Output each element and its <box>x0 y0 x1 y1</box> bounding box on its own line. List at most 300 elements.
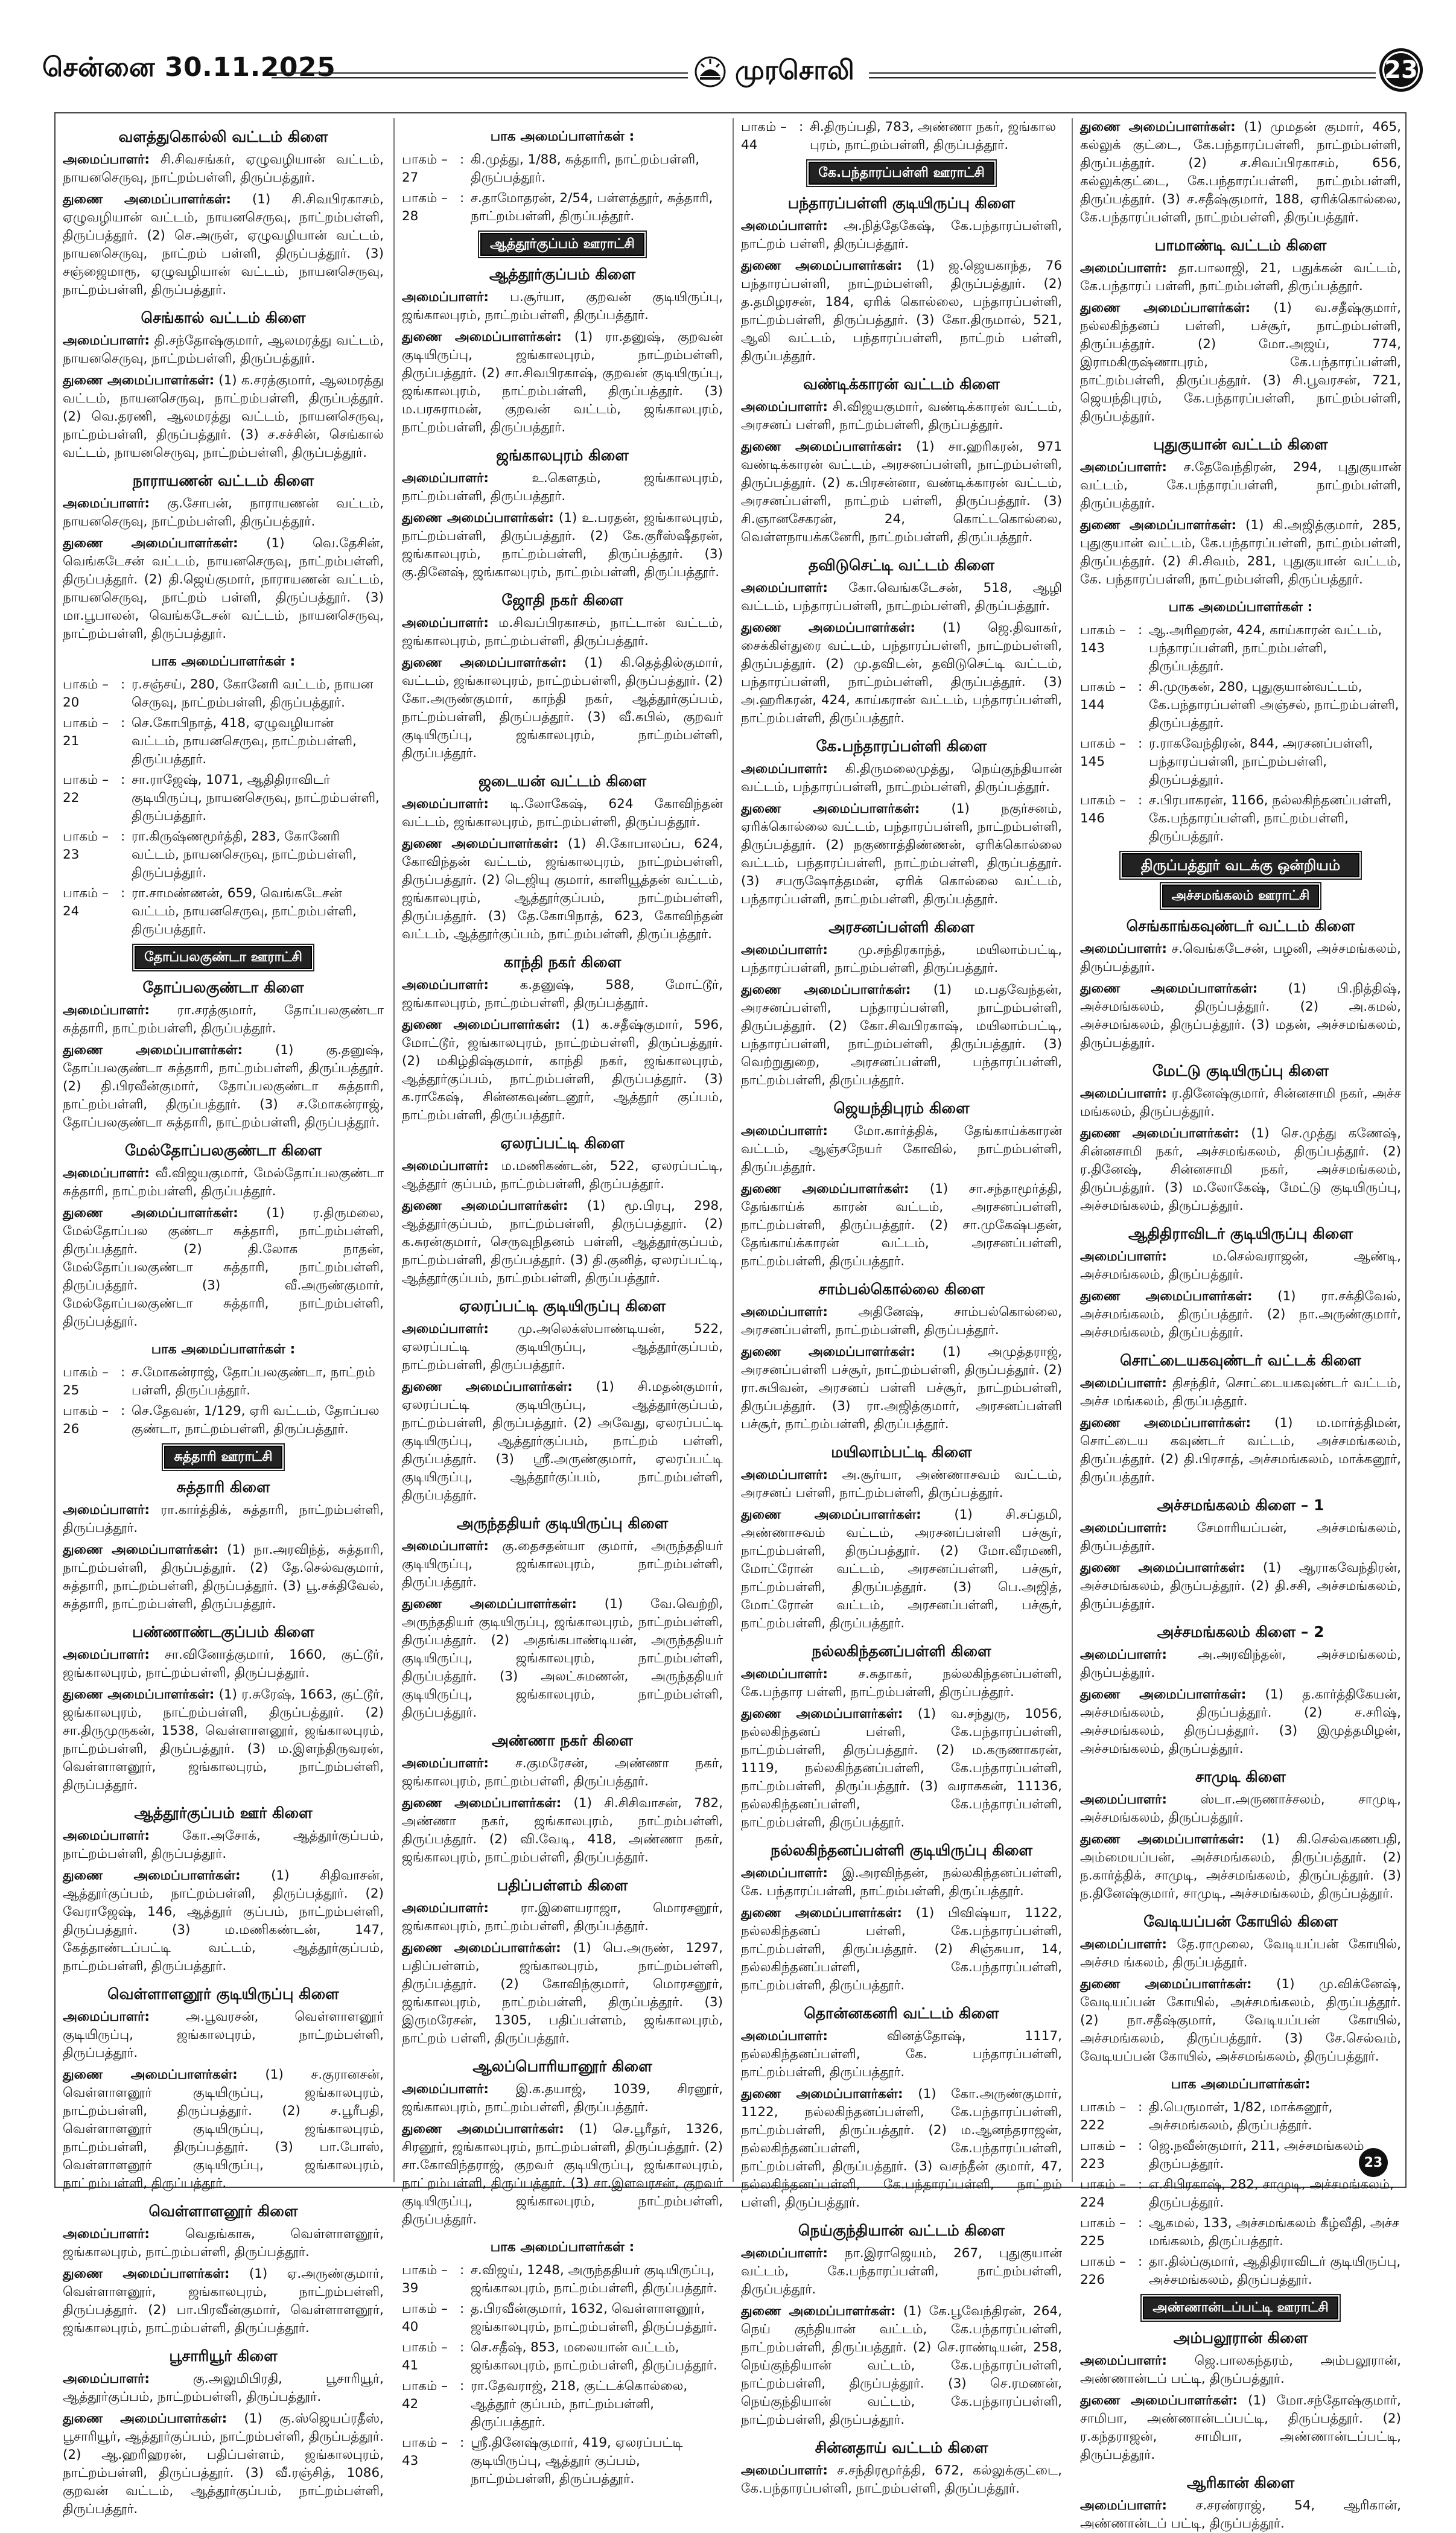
organizer-text: (1) கி.அஜித்குமார், 285, புதுகுயான் வட்டம், கே.பந்தாரப்பள்ளி, நாட்றம்பள்ளி, திருப்பத்தூர். (2) சி.சிவம், 281, புதுகுயான் வட்டம், கே. பந்தாரப்பள்ளி, நாட்றம்பள்ளி, திருப்பத்தூர். <box>1080 518 1401 587</box>
branch-heading: செங்காங்கவுண்டர் வட்டம் கிளை <box>1126 917 1355 935</box>
organizer-entry <box>741 2085 1062 2212</box>
organizer-text: (1) நகுர்சனம், ஏரிக்கொல்லை வட்டம், பந்தாரப்பள்ளி, நாட்றம்பள்ளி, திருப்பத்தூர். (2) நகுணாத்திண்ணன், ஏரிக்கொல்லை வட்டம், பந்தாரப்பள்ளி, நாட்றம்பள்ளி, திருப்பத்தூர். (3) சபருஷோத்தமன், ஏரிக் கொல்லை வட்டம், பந்தாரப்பள்ளி, நாட்றம்பள்ளி, திருப்பத்தூர். <box>741 801 1062 907</box>
booth-separator: : <box>460 152 465 167</box>
organizer-entry <box>402 2080 723 2117</box>
branch-heading: நல்லகிந்தனப்பள்ளி குடியிருப்பு கிளை <box>770 1842 1033 1859</box>
organizer-entry <box>402 1939 723 2048</box>
organizer-text: (1) ரா.சக்திவேல், அச்சமங்கலம், திருப்பத்தூர். (2) நா.அருண்குமார், அச்சமங்கலம், திருப்பத்தூர். <box>1080 1289 1401 1340</box>
masthead <box>36 51 1420 97</box>
organizer-text: வீ.விஜயகுமார், மேல்தோப்பலகுண்டா சுத்தாரி, நாட்றம்பள்ளி, திருப்பத்தூர். <box>63 1166 384 1199</box>
branch-heading: வெள்ளாளனூர் கிளை <box>148 2202 298 2220</box>
booth-entry <box>63 885 384 939</box>
branch-heading: ஜோதி நகர் கிளை <box>501 591 623 609</box>
paper-name-block <box>694 51 863 93</box>
organizer-text: (1) ரா.தனுஷ், குறவன் குடியிருப்பு, ஜங்காலபுரம், நாட்றம்பள்ளி, திருப்பத்தூர். (2) சா.சிவபிரகாஷ், குறவன் குடியிருப்பு, ஜங்காலபுரம், நாட்றம்பள்ளி, திருப்பத்தூர். (3) ம.பரசுராமன், குறவன் வட்டம், ஜங்காலபுரம், நாட்றம்பள்ளி, திருப்பத்தூர். <box>402 329 723 435</box>
organizer-entry <box>63 2066 384 2193</box>
organizer-text: (1) மூ.பிரபு, 298, ஆத்தூர்குப்பம், நாட்றம்பள்ளி, திருப்பத்தூர். (2) க.சுரன்குமார், செருவுநிதனம் பள்ளி, ஆத்தூர்குப்பம், நாட்றம்பள்ளி, திருப்பத்தூர். (3) தி.குனித், ஏலரப்பட்டி, ஆத்தூர்குப்பம், நாட்றம்பள்ளி, திருப்பத்தூர். <box>402 1198 723 1286</box>
role-label: துணை அமைப்பாளர்கள்: <box>63 2266 230 2281</box>
organizer-entry <box>402 1755 723 1791</box>
organizer-entry <box>1080 1791 1401 1827</box>
organizer-entry <box>1080 516 1401 589</box>
branch-heading: வளத்துகொல்லி வட்டம் கிளை <box>118 128 328 145</box>
role-label: அமைப்பாளர்: <box>741 761 828 777</box>
booth-entry <box>63 1402 384 1438</box>
booth-organizer: எ.சிபிரகாஷ், 282, சாமுடி, அச்சமங்கலம், திருப்பத்தூர். <box>1149 2177 1394 2210</box>
role-label: துணை அமைப்பாளர்கள்: <box>741 982 911 997</box>
booth-entry <box>63 828 384 882</box>
page-number-badge <box>1379 48 1423 92</box>
organizer-text: (1) ஆராகவேந்திரன், அச்சமங்கலம், திருப்பத்தூர். (2) தி.சசி, அச்சமங்கலம், திருப்பத்தூர். <box>1080 1560 1401 1612</box>
booth-number: பாகம் – 40 <box>402 2301 448 2334</box>
organizer-text: தி.சந்தோஷ்குமார், ஆலமரத்து வட்டம், நாயனசெருவு, நாட்றம்பள்ளி, திருப்பத்தூர். <box>63 333 384 366</box>
role-label: துணை அமைப்பாளர்கள்: <box>63 1687 215 1702</box>
organizer-entry <box>63 2265 384 2338</box>
organizer-text: ம.சிவப்பிரகாசம், நாட்டான் வட்டம், ஜங்காலபுரம், நாட்றம்பள்ளி, திருப்பத்தூர். <box>402 615 723 649</box>
organizer-entry <box>402 976 723 1012</box>
booth-organizers-heading: பாக அமைப்பாளர்கள் : <box>151 1342 296 1357</box>
organizer-text: ர.தினேஷ்குமார், சின்னசாமி நகர், அச்ச மங்கலம், திருப்பத்தூர். <box>1080 1086 1401 1119</box>
organizer-entry <box>402 328 723 437</box>
role-label: அமைப்பாளர்: <box>741 2463 828 2478</box>
organizer-entry <box>1080 940 1401 976</box>
booth-organizer: ச.பிரபாகரன், 1166, நல்லகிந்தனப்பள்ளி, கே.பந்தாரப்பள்ளி, நாட்றம்பள்ளி, திருப்பத்தூர். <box>1149 793 1392 844</box>
booth-separator: : <box>460 2263 465 2278</box>
role-label: துணை அமைப்பாளர்கள்: <box>63 192 231 207</box>
role-label: அமைப்பாளர்: <box>402 471 489 486</box>
branch-heading: வெள்ளாளனூர் குடியிருப்பு கிளை <box>107 1985 339 2003</box>
panchayat-banner: சுத்தாரி ஊராட்சி <box>164 1446 282 1469</box>
masthead-rule-left <box>272 72 688 78</box>
booth-organizer: செ.தேவன், 1/129, ஏரி வட்டம், தோப்பல குண்டா, நாட்றம்பள்ளி, திருப்பத்தூர். <box>132 1403 380 1437</box>
branch-heading: நல்லகிந்தனப்பள்ளி கிளை <box>812 1642 991 1660</box>
role-label: அமைப்பாளர்: <box>63 1647 150 1662</box>
organizer-entry <box>741 1506 1062 1633</box>
role-label: துணை அமைப்பாளர்கள்: <box>1080 1126 1239 1141</box>
booth-separator: : <box>799 119 804 135</box>
booth-organizer: ர.சஞ்சய், 280, கோனேரி வட்டம், நாயன செருவு, நாட்றம்பள்ளி, திருப்பத்தூர். <box>132 677 374 710</box>
organizer-entry <box>63 495 384 531</box>
role-label: அமைப்பாளர்: <box>741 942 828 958</box>
branch-heading: ஆத்தூர்குப்பம் ஊர் கிளை <box>134 1804 313 1822</box>
branch-heading: ஏலரப்பட்டி கிளை <box>500 1134 625 1152</box>
branch-heading: சின்னதாய் வட்டம் கிளை <box>815 2439 988 2456</box>
role-label: துணை அமைப்பாளர்கள்: <box>741 439 903 454</box>
booth-entry <box>1080 2099 1401 2135</box>
branch-heading: ஏலரப்பட்டி குடியிருப்பு கிளை <box>459 1297 666 1315</box>
organizer-text: ச.சந்திரமூர்த்தி, 672, கல்லுக்குட்டை, கே.பந்தாரப்பள்ளி, நாட்றம்பள்ளி, திருப்பத்தூர். <box>741 2463 1062 2496</box>
organizer-entry <box>741 398 1062 434</box>
booth-entry <box>1080 792 1401 846</box>
role-label: துணை அமைப்பாளர்கள்: <box>402 836 559 851</box>
organizer-text: (1) கோ.அருண்குமார், 1122, நல்லகிந்தனப்பள்ளி, கே.பந்தாரப்பள்ளி, நாட்றம்பள்ளி, திருப்பத்தூர். (2) ம.ஆனந்தராஜன், நல்லகிந்தனப்பள்ளி, கே.பந்தாரப்பள்ளி, நாட்றம்பள்ளி, திருப்பத்தூர். (3) வசந்தீன் குமார், 47, நல்லகிந்தனப்பள்ளி, கே.பந்தாரப்பள்ளி, நாட்றம் பள்ளி, திருப்பத்தூர். <box>741 2086 1062 2210</box>
role-label: துணை அமைப்பாளர்கள்: <box>63 2067 238 2082</box>
booth-separator: : <box>121 829 126 844</box>
booth-organizers-heading: பாக அமைப்பாளர்கள் : <box>490 129 635 144</box>
role-label: அமைப்பாளர்: <box>1080 1249 1168 1264</box>
booth-separator: : <box>121 716 126 731</box>
role-label: அமைப்பாளர்: <box>63 1828 150 1843</box>
organizer-entry <box>63 2410 384 2519</box>
organizer-entry <box>741 2027 1062 2082</box>
booth-organizer: ச.மோகன்ராஜ், தோப்பலகுண்டா, நாட்றம் பள்ளி, திருப்பத்தூர். <box>132 1365 375 1398</box>
rising-sun-logo-icon <box>694 56 726 88</box>
organizer-text: ச.தேவேந்திரன், 294, புதுகுயான் வட்டம், கே.பந்தாரப்பள்ளி, நாட்றம்பள்ளி, திருப்பத்தூர். <box>1080 460 1401 511</box>
role-label: அமைப்பாளர்: <box>1080 460 1168 475</box>
role-label: துணை அமைப்பாளர்கள்: <box>402 329 562 345</box>
column-4 <box>1080 118 1401 2531</box>
role-label: துணை அமைப்பாளர்கள்: <box>63 536 238 551</box>
organizer-entry <box>402 1595 723 1722</box>
organizer-entry <box>1080 2352 1401 2388</box>
booth-organizers-heading: பாக அமைப்பாளர்கள் : <box>490 2240 635 2255</box>
booth-number: பாகம் – 21 <box>63 716 109 749</box>
branch-heading: ஆரிகான் கிளை <box>1186 2474 1295 2491</box>
role-label: துணை அமைப்பாளர்கள்: <box>1080 119 1236 135</box>
organizer-entry <box>741 1180 1062 1271</box>
column-2 <box>402 118 723 2487</box>
role-label: துணை அமைப்பாளர்கள்: <box>1080 1289 1253 1304</box>
branch-heading: பதிப்பள்ளம் கிளை <box>497 1877 628 1894</box>
organizer-text: ம.மணிகண்டன், 522, ஏலரப்பட்டி, ஆத்தூர் குப்பம், நாட்றம்பள்ளி, திருப்பத்தூர். <box>402 1158 723 1192</box>
organizer-entry <box>63 2370 384 2406</box>
organizer-entry <box>1080 1559 1401 1613</box>
booth-organizers-heading: பாக அமைப்பாளர்கள் : <box>1168 600 1313 615</box>
role-label: துணை அமைப்பாளர்கள்: <box>402 2121 564 2137</box>
organizer-entry <box>63 1002 384 1038</box>
organizer-text: (1) பி.நித்திஷ், அச்சமங்கலம், திருப்பத்தூர். (2) அ.கமல், அச்சமங்கலம், திருப்பத்தூர். (3) மதன், அச்சமங்கலம், திருப்பத்தூர். <box>1080 981 1401 1050</box>
organizer-entry <box>402 654 723 763</box>
booth-number: பாகம் – 44 <box>741 119 787 153</box>
organizer-text: அ.அரவிந்தன், அச்சமங்கலம், திருப்பத்தூர். <box>1080 1647 1401 1680</box>
role-label: அமைப்பாளர்: <box>1080 1647 1168 1662</box>
organizer-entry <box>741 2303 1062 2429</box>
booth-number: பாகம் – 146 <box>1080 793 1126 826</box>
organizer-text: (1) பெ.அருண், 1297, பதிப்பள்ளம், ஜங்காலபுரம், நாட்றம்பள்ளி, திருப்பத்தூர். (2) கோவிந்குமார், மொரசனூர், ஜங்காலபுரம், நாட்றம்பள்ளி, திருப்பத்தூர். (3) இருமரேசன், 1305, பதிப்பள்ளம், ஜங்காலபுரம், நாட்றம் பள்ளி, திருப்பத்தூர். <box>402 1940 723 2046</box>
organizer-entry <box>1080 118 1401 227</box>
role-label: துணை அமைப்பாளர்கள்: <box>402 1379 573 1394</box>
column-3 <box>741 118 1062 2496</box>
organizer-entry <box>63 1041 384 1132</box>
organizer-text: (1) சி.மதன்குமார், ஏலரப்பட்டி குடியிருப்பு, ஆத்தூர்குப்பம், நாட்றம்பள்ளி, திருப்பத்தூர். (2) அவேது, ஏலரப்பட்டி குடியிருப்பு, ஆத்தூர்குப்பம், நாட்றம் பள்ளி, திருப்பத்தூர். (3) ஸ்ரீ.அருண்குமார், ஏலரப்பட்டி குடியிருப்பு, ஆத்தூர்குப்பம், நாட்றம்பள்ளி, திருப்பத்தூர். <box>402 1379 723 1503</box>
role-label: அமைப்பாளர்: <box>1080 1792 1168 1807</box>
organizer-text: ச.சுதாகர், நல்லகிந்தனப்பள்ளி, கே.பந்தார பள்ளி, நாட்றம்பள்ளி, திருப்பத்தூர். <box>741 1667 1062 1700</box>
role-label: அமைப்பாளர்: <box>1080 1521 1168 1536</box>
organizer-entry <box>402 469 723 506</box>
booth-organizer: ரா.தேவராஜ், 218, குட்டக்கொல்லை, ஆத்தூர் குப்பம், நாட்றம்பள்ளி, திருப்பத்தூர். <box>471 2379 688 2430</box>
organizer-text: (1) முமதன் குமார், 465, கல்லுக் குட்டை, கே.பந்தாரப்பள்ளி, நாட்றம்பள்ளி, திருப்பத்தூர். (2) ச.சிவப்பிரகாசம், 656, கல்லுக்குட்டை, கே.பந்தாரப்பள்ளி, நாட்றம்பள்ளி, திருப்பத்தூர். (3) ச.சதீஷ்குமார், 188, ஏரிக்கொல்லை, கே.பந்தாரப்பள்ளி, நாட்றம்பள்ளி, திருப்பத்தூர். <box>1080 119 1401 225</box>
organizer-entry <box>741 760 1062 796</box>
role-label: அமைப்பாளர்: <box>1080 2353 1168 2368</box>
city-date: சென்னை 30.11.2025 <box>42 52 336 83</box>
role-label: துணை அமைப்பாளர்கள்: <box>741 2304 896 2319</box>
booth-entry <box>63 771 384 825</box>
booth-number: பாகம் – 27 <box>402 152 448 185</box>
organizer-entry <box>63 2008 384 2062</box>
role-label: அமைப்பாளர்: <box>402 1158 489 1174</box>
organizer-text: கோ.அசோக், ஆத்தூர்குப்பம், நாட்றம்பள்ளி, திருப்பத்தூர். <box>63 1828 384 1861</box>
branch-heading: நாராயணன் வட்டம் கிளை <box>132 472 314 489</box>
panchayat-banner: ஆத்தூர்குப்பம் ஊராட்சி <box>480 233 644 256</box>
booth-number: பாகம் – 23 <box>63 829 109 862</box>
role-label: துணை அமைப்பாளர்கள்: <box>741 2086 903 2102</box>
booth-organizer: சி.முருகன், 280, புதுகுயான்வட்டம், கே.பந்தாரப்பள்ளி அஞ்சல், நாட்றம்பள்ளி, திருப்பத்தூர். <box>1149 679 1399 731</box>
role-label: அமைப்பாளர்: <box>741 1305 828 1320</box>
union-banner: திருப்பத்தூர் வடக்கு ஒன்றியம் <box>1122 853 1359 877</box>
organizer-text: ரா.கார்த்திக், சுத்தாரி, நாட்றம்பள்ளி, திருப்பத்தூர். <box>63 1502 384 1536</box>
organizer-text: நா.இராஜெயம், 267, புதுகுயான் வட்டம், கே.பந்தாரப்பள்ளி, நாட்றம்பள்ளி, திருப்பத்தூர். <box>741 2246 1062 2297</box>
organizer-text: மு.அலெக்ஸ்பாண்டியன், 522, ஏலரப்பட்டி குடியிருப்பு, ஆத்தூர்குப்பம், நாட்றம்பள்ளி, திருப்பத்தூர். <box>402 1321 723 1373</box>
booth-organizer: ஜெ.நவீன்குமார், 211, அச்சமங்கலம் திருப்பத்தூர். <box>1149 2138 1364 2172</box>
organizer-text: திசந்திர், சொட்டையகவுண்டர் வட்டம், அச்ச மங்கலம், திருப்பத்தூர். <box>1080 1376 1401 1409</box>
organizer-entry <box>63 1165 384 1201</box>
organizer-entry <box>63 1541 384 1613</box>
booth-entry <box>1080 2176 1401 2212</box>
organizer-entry <box>1080 1646 1401 1682</box>
organizer-text: அ.சூர்யா, அண்ணாசவம் வட்டம், அரசனப் பள்ளி, நாட்றம்பள்ளி, திருப்பத்தூர். <box>741 1467 1062 1501</box>
organizer-entry <box>741 438 1062 547</box>
role-label: அமைப்பாளர்: <box>402 1539 489 1554</box>
organizer-entry <box>63 1501 384 1537</box>
organizer-entry <box>741 2245 1062 2299</box>
organizer-entry <box>1080 1831 1401 1903</box>
booth-separator: : <box>121 772 126 787</box>
booth-separator: : <box>121 677 126 692</box>
organizer-text: (1) கே.பூவேந்திரன், 264, நெய் குந்தியான் வட்டம், கே.பந்தாரப்பள்ளி, நாட்றம்பள்ளி, திருப்பத்தூர். (2) செ.ராண்டியன், 258, நெய்குந்தியான் வட்டம், கே.பந்தாரப்பள்ளி, நாட்றம்பள்ளி, திருப்பத்தூர். (3) செ.ரமணன், நெய்குந்தியான் வட்டம், கே.பந்தாரப்பள்ளி, நாட்றம்பள்ளி, திருப்பத்தூர். <box>741 2304 1062 2427</box>
organizer-text: வெதங்காசு, வெள்ளாளனூர், ஜங்காலபுரம், நாட்றம்பள்ளி, திருப்பத்தூர். <box>63 2226 384 2260</box>
role-label: அமைப்பாளர்: <box>402 1321 489 1336</box>
organizer-entry <box>402 1537 723 1592</box>
organizer-entry <box>741 1904 1062 1995</box>
booth-number: பாகம் – 39 <box>402 2263 448 2296</box>
role-label: துணை அமைப்பாளர்கள்: <box>63 1542 219 1557</box>
booth-organizer: சி.திருப்பதி, 783, அண்ணா நகர், ஜங்கால புரம், நாட்றம்பள்ளி, திருப்பத்தூர். <box>810 119 1056 153</box>
organizer-entry <box>1080 1375 1401 1411</box>
booth-organizer: ஆகமல், 133, அச்சமங்கலம் கீழ்வீதி, அச்ச மங்கலம், திருப்பத்தூர். <box>1149 2216 1399 2249</box>
role-label: துணை அமைப்பாளர்கள்: <box>402 510 555 526</box>
booth-separator: : <box>460 2435 465 2450</box>
booth-number: பாகம் – 43 <box>402 2435 448 2468</box>
branch-heading: செங்கால் வட்டம் கிளை <box>141 309 306 326</box>
role-label: அமைப்பாளர்: <box>402 615 489 631</box>
booth-entry <box>63 676 384 712</box>
organizer-entry <box>63 535 384 643</box>
role-label: துணை அமைப்பாளர்கள்: <box>63 1043 243 1058</box>
role-label: துணை அமைப்பாளர்கள்: <box>63 1868 241 1883</box>
role-label: துணை அமைப்பாளர்கள்: <box>402 655 567 670</box>
role-label: அமைப்பாளர்: <box>63 2371 150 2386</box>
role-label: துணை அமைப்பாளர்கள்: <box>741 1507 921 1522</box>
booth-organizer: ர.ராகவேந்திரன், 844, அரசனப்பள்ளி, பந்தாரப்பள்ளி, நாட்றம்பள்ளி, திருப்பத்தூர். <box>1149 736 1373 787</box>
organizer-entry <box>1080 1414 1401 1487</box>
organizer-entry <box>1080 1975 1401 2066</box>
role-label: அமைப்பாளர்: <box>1080 261 1168 276</box>
organizer-entry <box>741 1705 1062 1832</box>
role-label: துணை அமைப்பாளர்கள்: <box>402 1198 568 1213</box>
branch-heading: தவிடுசெட்டி வட்டம் கிளை <box>808 556 995 574</box>
branch-heading: பந்தாரப்பள்ளி குடியிருப்பு கிளை <box>787 194 1016 212</box>
organizer-text: (1) வ.சதீஷ்குமார், நல்லகிந்தனப் பள்ளி, பச்சூர், நாட்றம்பள்ளி, திருப்பத்தூர். (2) மோ.அஜய், 774, இராமகிருஷ்ணாபுரம், கே.பந்தாரப்பள்ளி, நாட்றம்பள்ளி, திருப்பத்தூர். (3) சி.பூவரசன், 721, ஜெயந்திபுரம், கே.பந்தாரப்பள்ளி, நாட்றம்பள்ளி, திருப்பத்தூர். <box>1080 300 1401 424</box>
branch-heading: பாமாண்டி வட்டம் கிளை <box>1154 237 1327 254</box>
organizer-entry <box>741 981 1062 1090</box>
role-label: அமைப்பாளர்: <box>63 2009 150 2024</box>
organizer-text: ம.செல்வராஜன், ஆண்டி, அச்சமங்கலம், திருப்பத்தூர். <box>1080 1249 1401 1282</box>
organizer-entry <box>741 257 1062 366</box>
organizer-text: கோ.வெங்கடேசன், 518, ஆழி வட்டம், பந்தாரப்பள்ளி, நாட்றம்பள்ளி, திருப்பத்தூர். <box>741 580 1062 614</box>
branch-heading: பண்ணாண்டகுப்பம் கிளை <box>132 1623 314 1641</box>
branch-heading: வேடியப்பன் கோயில் கிளை <box>1143 1913 1338 1930</box>
organizer-text: அதினேஷ், சாம்பல்கொல்லை, அரசனப்பள்ளி, நாட்றம்பள்ளி, திருப்பத்தூர். <box>741 1305 1062 1338</box>
column-divider <box>393 118 395 2182</box>
booth-organizer: சா.ராஜேஷ், 1071, ஆதிதிராவிடர் குடியிருப்பு, நாயனசெருவு, நாட்றம்பள்ளி, திருப்பத்தூர். <box>132 772 380 824</box>
organizer-entry <box>1080 459 1401 513</box>
branch-heading: சொட்டையகவுண்டர் வட்டக் கிளை <box>1120 1352 1361 1369</box>
organizer-entry <box>741 1864 1062 1901</box>
booth-entry <box>1080 2253 1401 2289</box>
organizer-text: ச.குமரேசன், அண்ணா நகர், ஜங்காலபுரம், நாட்றம்பள்ளி, திருப்பத்தூர். <box>402 1756 723 1789</box>
branch-heading: ஜெயந்திபுரம் கிளை <box>833 1099 970 1117</box>
booth-entry <box>63 1364 384 1400</box>
organizer-entry <box>741 579 1062 615</box>
role-label: அமைப்பாளர்: <box>63 2226 150 2242</box>
organizer-text: (1) கு.ஸ்ஜெயப்ரதீஸ், பூசாரியூர், ஆத்தூர்குப்பம், நாட்றம்பள்ளி, திருப்பத்தூர். (2) ஆ.ஹரிஹரன், பதிப்பள்ளம், ஜங்காலபுரம், நாட்றம்பள்ளி, திருப்பத்தூர். (3) வீ.ரஞ்சித், 1086, குறவன் வட்டம், ஆத்தூர்குப்பம், நாட்றம்பள்ளி, திருப்பத்தூர். <box>63 2411 384 2517</box>
organizer-text: உ.கௌதம், ஜங்காலபுரம், நாட்றம்பள்ளி, திருப்பத்தூர். <box>402 471 723 504</box>
booth-organizer: ச.தாமோதரன், 2/54, பள்ளத்தூர், சுத்தாரி, நாட்றம்பள்ளி, திருப்பத்தூர். <box>471 191 713 224</box>
booth-separator: : <box>121 1403 126 1419</box>
booth-entry <box>1080 678 1401 733</box>
organizer-entry <box>741 217 1062 253</box>
role-label: அமைப்பாளர்: <box>402 2082 489 2097</box>
booth-separator: : <box>1138 2254 1143 2269</box>
role-label: துணை அமைப்பாளர்கள்: <box>1080 1416 1251 1431</box>
organizer-text: (1) சி.சிவபிரகாசம், ஏழுவழியான் வட்டம், நாயனசெருவு, நாட்றம்பள்ளி, திருப்பத்தூர். (2) செ.அருள், ஏழுவழியான் வட்டம், நாயனசெருவு, நாட்றம் பள்ளி, திருப்பத்தூர். (3) சஞ்ஜைமாரூ, ஏழுவழியான் வட்டம், நாயனசெருவு, நாட்றம்பள்ளி, திருப்பத்தூர். <box>63 192 384 297</box>
booth-entry <box>63 714 384 769</box>
branch-heading: அண்ணா நகர் கிளை <box>492 1732 633 1749</box>
organizer-entry <box>741 1122 1062 1177</box>
organizer-text: (1) சி.சிசிவாசன், 782, அண்ணா நகர், ஜங்காலபுரம், நாட்றம்பள்ளி, திருப்பத்தூர். (2) வி.வேடி, 418, அண்ணா நகர், ஜங்காலபுரம், நாட்றம்பள்ளி, திருப்பத்தூர். <box>402 1796 723 1865</box>
branch-heading: அரசனப்பள்ளி கிளை <box>828 918 974 936</box>
role-label: துணை அமைப்பாளர்கள்: <box>402 1796 562 1811</box>
organizer-entry <box>63 191 384 299</box>
role-label: அமைப்பாளர்: <box>741 1866 828 1881</box>
role-label: அமைப்பாளர்: <box>402 796 489 812</box>
organizer-text: (1) ர.சுரேஷ், 1663, குட்டூர், ஜங்காலபுரம், நாட்றம்பள்ளி, திருப்பத்தூர். (2) சா.திருமுருகன், 1538, வெள்ளாளனூர், ஜங்காலபுரம், நாட்றம்பள்ளி, திருப்பத்தூர். (3) ம.இளந்திருவரன், வெள்ளாளனூர், ஜங்காலபுரம், நாட்றம்பள்ளி, திருப்பத்தூர். <box>63 1687 384 1793</box>
organizer-text: (1) மோ.சந்தோஷ்குமார், சாமிபா, அண்ணான்டப்பட்டி, திருப்பத்தூர். (2) ர.கந்தராஜன், சாமிபா, அண்ணான்டப்பட்டி, திருப்பத்தூர். <box>1080 2393 1401 2462</box>
role-label: துணை அமைப்பாளர்கள்: <box>63 373 215 388</box>
role-label: துணை அமைப்பாளர்கள்: <box>1080 1832 1245 1847</box>
booth-separator: : <box>1138 2216 1143 2231</box>
role-label: அமைப்பாளர்: <box>1080 1086 1168 1101</box>
role-label: அமைப்பாளர்: <box>402 977 489 993</box>
booth-entry <box>402 189 723 226</box>
booth-separator: : <box>460 2379 465 2394</box>
role-label: துணை அமைப்பாளர்கள்: <box>1080 518 1237 533</box>
organizer-entry <box>1080 1686 1401 1758</box>
role-label: அமைப்பாளர்: <box>741 2029 828 2044</box>
organizer-text: அ.பூவரசன், வெள்ளாளனூர் குடியிருப்பு, ஜங்காலபுரம், நாட்றம்பள்ளி, திருப்பத்தூர். <box>63 2009 384 2061</box>
booth-entry <box>402 2261 723 2298</box>
role-label: அமைப்பாளர்: <box>741 1467 828 1483</box>
booth-number: பாகம் – 20 <box>63 677 109 710</box>
role-label: துணை அமைப்பாளர்கள்: <box>402 1597 577 1612</box>
organizer-entry <box>402 614 723 650</box>
booth-organizer: ரா.சாமண்ணன், 659, வெங்கடேசன் வட்டம், நாயனசெருவு, நாட்றம்பள்ளி, திருப்பத்தூர். <box>132 886 357 937</box>
organizer-entry <box>63 1646 384 1682</box>
branch-heading: அம்பலூரான் கிளை <box>1173 2329 1308 2347</box>
column-1 <box>63 118 384 2517</box>
booth-separator: : <box>121 1365 126 1380</box>
booth-organizer: ஆ.அரிஹரன், 424, காய்காரன் வட்டம், பந்தாரப்பள்ளி, நாட்றம்பள்ளி, திருப்பத்தூர். <box>1149 623 1382 674</box>
booth-entry <box>741 118 1062 154</box>
organizer-text: க.தனுஷ், 588, மோட்டூர், ஜங்காலபுரம், நாட்றம்பள்ளி, திருப்பத்தூர். <box>402 977 723 1011</box>
organizer-text: (1) கி.தெத்தில்குமார், வட்டம், ஜங்காலபுரம், நாட்றம்பள்ளி, திருப்பத்தூர். (2) கோ.அருண்குமார், காந்தி நகர், ஆத்தூர்குப்பம், நாட்றம்பள்ளி, திருப்பத்தூர். (3) வீ.கபில், குறவர் குடியிருப்பு, ஜங்காலபுரம், நாட்றம்பள்ளி, திருப்பத்தூர். <box>402 655 723 761</box>
role-label: துணை அமைப்பாளர்கள்: <box>741 801 920 816</box>
organizer-entry <box>741 619 1062 728</box>
booth-entry <box>402 2300 723 2336</box>
panchayat-banner: அச்சமங்கலம் ஊராட்சி <box>1162 885 1320 907</box>
branch-heading: சாமுடி கிளை <box>1195 1768 1286 1785</box>
role-label: அமைப்பாளர்: <box>63 1003 150 1018</box>
booth-separator: : <box>1138 793 1143 808</box>
organizer-entry <box>402 1320 723 1375</box>
branch-heading: நெய்குந்தியான் வட்டம் கிளை <box>798 2222 1005 2239</box>
organizer-entry <box>402 1157 723 1193</box>
booth-entry <box>402 2434 723 2488</box>
role-label: துணை அமைப்பாளர்கள்: <box>1080 1687 1247 1702</box>
organizer-text: இ.க.தயாஜ், 1039, சிரனூர், ஜங்காலபுரம், நாட்றம்பள்ளி, திருப்பத்தூர். <box>402 2082 723 2115</box>
organizer-text: தா.பாலாஜி, 21, பதுக்கன் வட்டம், கே.பந்தாரப் பள்ளி, நாட்றம்பள்ளி, திருப்பத்தூர். <box>1080 261 1401 294</box>
organizer-text: (1) கு.தனுஷ், தோப்பலகுண்டா சுத்தாரி, நாட்றம்பள்ளி, திருப்பத்தூர். (2) தி.பிரவீன்குமார், தோப்பலகுண்டா சுத்தாரி, நாட்றம்பள்ளி, திருப்பத்தூர். (3) ச.மோகன்ராஜ், தோப்பலகுண்டா சுத்தாரி, நாட்றம்பள்ளி, திருப்பத்தூர். <box>63 1043 384 1130</box>
organizer-text: (1) ம.மார்த்திமன், சொட்டைய கவுண்டர் வட்டம், அச்சமங்கலம், திருப்பத்தூர். (2) தி.பிரசாத், அச்சமங்கலம், மாக்கனூர், திருப்பத்தூர். <box>1080 1416 1401 1485</box>
organizer-text: (1) கி.செல்வகணபதி, அம்மையப்பன், அச்சமங்கலம், திருப்பத்தூர். (2) ந.கார்த்திக், சாமுடி, அச்சமங்கலம், திருப்பத்தூர். (3) ந.தினேஷ்குமார், சாமுடி, அச்சமங்கலம், திருப்பத்தூர். <box>1080 1832 1401 1901</box>
role-label: அமைப்பாளர்: <box>402 1756 489 1771</box>
branch-heading: பூசாரியூர் கிளை <box>169 2347 278 2365</box>
booth-organizer: தா.தில்ப்குமார், ஆதிதிராவிடர் குடியிருப்பு, அச்சமங்கலம், திருப்பத்தூர். <box>1149 2254 1401 2287</box>
organizer-text: (1) பிவிஷ்யா, 1122, நல்லகிந்தனப் பள்ளி, கே.பந்தாரப்பள்ளி, நாட்றம்பள்ளி, திருப்பத்தூர். (2) சிஞ்சுயா, 14, நல்லகிந்தனப்பள்ளி, கே.பந்தாரப்பள்ளி, நாட்றம்பள்ளி, திருப்பத்தூர். <box>741 1905 1062 1993</box>
organizer-entry <box>741 941 1062 977</box>
organizer-entry <box>1080 299 1401 426</box>
organizer-text: சா.வினோத்குமார், 1660, குட்டூர், ஜங்காலபுரம், நாட்றம்பள்ளி, திருப்பத்தூர். <box>63 1647 384 1680</box>
organizer-entry <box>402 795 723 831</box>
booth-organizer: ரா.கிருஷ்ணமூர்த்தி, 283, கோனேரி வட்டம், நாயனசெருவு, நாட்றம்பள்ளி, திருப்பத்தூர். <box>132 829 357 880</box>
organizer-text: (1) ர.திருமலை, மேல்தோப்பல குண்டா சுத்தாரி, நாட்றம்பள்ளி, திருப்பத்தூர். (2) தி.லோக நாதன், மேல்தோப்பலகுண்டா சுத்தாரி, நாட்றம்பள்ளி, திருப்பத்தூர். (3) வீ.அருண்குமார், மேல்தோப்பலகுண்டா சுத்தாரி, நாட்றம்பள்ளி, திருப்பத்தூர். <box>63 1206 384 1329</box>
role-label: துணை அமைப்பாளர்கள்: <box>741 1181 909 1197</box>
organizer-text: ச.வெங்கடேசன், பழனி, அச்சமங்கலம், திருப்பத்தூர். <box>1080 941 1401 974</box>
booth-number: பாகம் – 223 <box>1080 2138 1126 2172</box>
role-label: அமைப்பாளர்: <box>1080 2498 1168 2513</box>
organizer-entry <box>402 1899 723 1936</box>
branch-heading: கே.பந்தாரப்பள்ளி கிளை <box>816 737 987 755</box>
organizer-text: ஸ்டா.அருணாச்சலம், சாமுடி, அச்சமங்கலம், திருப்பத்தூர். <box>1080 1792 1401 1825</box>
branch-heading: சாம்பல்கொல்லை கிளை <box>818 1280 985 1298</box>
organizer-text: ச.சரண்ராஜ், 54, ஆரிகான், அண்ணான்டப் பட்டி, திருப்பத்தூர். <box>1080 2498 1401 2531</box>
organizer-text: (1) த.கார்த்திகேயன், அச்சமங்கலம், திருப்பத்தூர். (2) ச.சரிஷ், அச்சமங்கலம், திருப்பத்தூர். (3) இமுத்தமிழன், அச்சமங்கலம், திருப்பத்தூர். <box>1080 1687 1401 1756</box>
panchayat-banner: அண்ணான்டப்பட்டி ஊராட்சி <box>1143 2296 1338 2319</box>
branch-heading: மேல்தோப்பலகுண்டா கிளை <box>125 1142 322 1159</box>
organizer-text: (1) வ.சந்துரு, 1056, நல்லகிந்தனப் பள்ளி, கே.பந்தாரப்பள்ளி, நாட்றம்பள்ளி, திருப்பத்தூர். (2) ம.கருணாகரன், 1119, நல்லகிந்தனப்பள்ளி, கே.பந்தாரப்பள்ளி, நாட்றம்பள்ளி, திருப்பத்தூர். (3) வராசுகன், 11136, நல்லகிந்தனப்பள்ளி, கே.பந்தாரப்பள்ளி, நாட்றம்பள்ளி, திருப்பத்தூர். <box>741 1706 1062 1830</box>
organizer-entry <box>402 509 723 582</box>
booth-number: பாகம் – 222 <box>1080 2100 1126 2133</box>
organizer-text: கு.அலுமிபிரதி, பூசாரியூர், ஆத்தூர்குப்பம், நாட்றம்பள்ளி, திருப்பத்தூர். <box>63 2371 384 2404</box>
panchayat-banner: கே.பந்தாரப்பள்ளி ஊராட்சி <box>809 162 994 185</box>
organizer-entry <box>63 1827 384 1863</box>
role-label: அமைப்பாளர்: <box>402 1901 489 1916</box>
organizer-text: சேமாரியப்பன், அச்சமங்கலம், திருப்பத்தூர். <box>1080 1521 1401 1554</box>
organizer-entry <box>402 1794 723 1867</box>
role-label: அமைப்பாளர்: <box>63 333 150 348</box>
booth-separator: : <box>1138 623 1143 638</box>
branch-heading: ஆலப்பொரியானூர் கிளை <box>472 2058 652 2075</box>
organizer-text: (1) வே.வெற்றி, அருந்ததியர் குடியிருப்பு, ஜங்காலபுரம், நாட்றம்பள்ளி, திருப்பத்தூர். (2) அதங்கபாண்டியன், அருந்ததியர் குடியிருப்பு, ஜங்காலபுரம், நாட்றம்பள்ளி, திருப்பத்தூர். (3) அலட்சுமணன், அருந்ததியர் குடியிருப்பு, ஜங்காலபுரம், நாட்றம்பள்ளி, திருப்பத்தூர். <box>402 1597 723 1720</box>
